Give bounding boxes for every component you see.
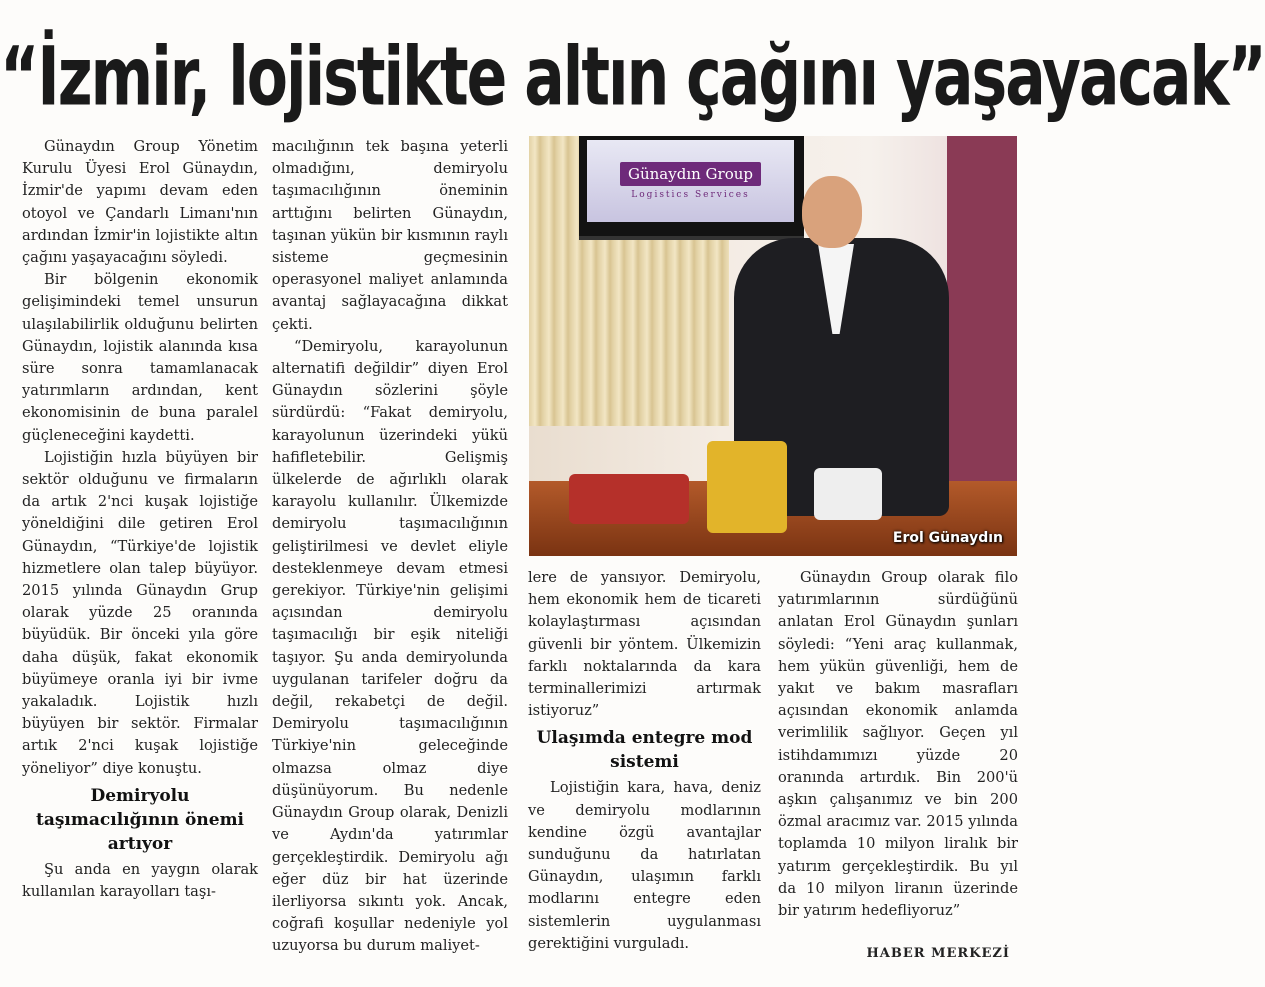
head — [802, 176, 862, 248]
paragraph: Günaydın Group olarak filo yatırımlarının sürdüğünü anlatan Erol Günaydın şunları söyledi: “Yeni araç kullanmak, hem yükün güvenliği, hem de yakıt ve bakım masrafları açısından ekonomik anlamda verimlilik sağlıyor. Geçen yıl istihdamımızı yüzde 20 oranında artırdık. Bin 200'ü aşkın çalışanımız ve bin 200 özmal aracımız var. 2015 yılında toplamda 10 milyon liralık bir yatırım gerçekleştirdik. Bu yıl da 10 milyon liranın üzerinde bir yatırım hedefliyoruz” — [778, 569, 1018, 920]
subheading: Demiryolu taşımacılığının önemi artıyor — [35, 785, 245, 854]
paragraph: lere de yansıyor. Demiryolu, hem ekonomik hem de ticareti kolaylaştırması açısından güvenli bir yöntem. Ülkemizin farklı noktalarında da kara terminallerimizi artırmak istiyoruz” — [528, 569, 761, 720]
article-column-1 — [22, 136, 258, 903]
subheading: Ulaşımda entegre mod sistemi — [536, 728, 753, 773]
article-photo — [529, 136, 1017, 556]
paragraph: “Demiryolu, karayolunun alternatifi değildir” diyen Erol Günaydın sözlerini şöyle sürdürdü: “Fakat demiryolu, karayolunun üzerindeki yükü hafifletebilir. Gelişmiş ülkelerde de ağırlıklı olarak karayolu kullanılır. Ülkemizde demiryolu taşımacılığının geliştirilmesi ve devlet eliyle desteklenmeye devam etmesi gerekiyor. Türkiye'nin gelişimi açısından demiryolu taşımacılığı bir eşik niteliği taşıyor. Şu anda demiryolunda uygulanan tarifeler doğru da değil, rekabetçi de değil. Demiryolu taşımacılığının Türkiye'nin geleceğinde olmazsa olmaz diye düşünüyorum. Bu nedenle Günaydın Group olarak, Denizli ve Aydın'da yatırımlar gerçekleştirdik. Demiryolu ağı eğer düz bir hat üzerinde ilerliyorsa sıkıntı yok. Ancak, coğrafi koşullar nedeniyle yol uzuyorsa bu durum maliyet- — [272, 337, 508, 955]
paragraph: macılığının tek başına yeterli olmadığını, demiryolu taşımacılığının öneminin arttığını belirten Günaydın, taşınan yükün bir kısmının raylı sisteme geçmesinin operasyonel maliyet anlamında avantaj sağlayacağına dikkat çekti. — [272, 138, 508, 333]
paragraph: Bir bölgenin ekonomik gelişimindeki temel unsurun ulaşılabilirlik olduğunu belirten Günaydın, lojistik alanında kısa süre sonra tamamlanacak yatırımların ardından, kent ekonomisinin de buna paralel güçleneceğini kaydetti. — [22, 271, 258, 444]
paragraph: Şu anda en yaygın olarak kullanılan karayolları taşı- — [22, 860, 258, 901]
photo-caption: Erol Günaydın — [892, 530, 1003, 546]
byline: HABER MERKEZİ — [866, 946, 1010, 961]
paragraph: Lojistiğin kara, hava, deniz ve demiryolu modlarının kendine özgü avantajlar sunduğunu da hatırlatan Günaydın, ulaşımın farklı modlarını entegre eden sistemlerin uygulanması gerektiğini vurguladı. — [528, 779, 761, 952]
company-logo: Günaydın Group — [620, 162, 761, 186]
company-subtitle: Logistics Services — [631, 190, 750, 200]
paragraph: Günaydın Group Yönetim Kurulu Üyesi Erol Günaydın, İzmir'de yapımı devam eden otoyol ve Çandarlı Limanı'nın ardından İzmir'in lojistikte altın çağını yaşayacağını söyledi. — [22, 138, 258, 267]
toy-car-white — [814, 468, 882, 520]
toy-bus-yellow — [707, 441, 787, 533]
toy-truck-red — [569, 474, 689, 524]
article-column-4 — [778, 567, 1018, 922]
article-headline — [0, 22, 1265, 132]
paragraph: Lojistiğin hızla büyüyen bir sektör olduğunu ve firmaların da artık 2'nci kuşak lojistiğe yöneldiğini dile getiren Erol Günaydın, “Türkiye'de lojistik hizmetlere olan talep büyüyor. 2015 yılında Günaydın Grup olarak yüzde 25 oranında büyüdük. Bir önceki yıla göre daha düşük, fakat ekonomik büyümeye oranla iyi bir ivme yakaladık. Lojistik hızlı büyüyen bir sektör. Firmalar artık 2'nci kuşak lojistiğe yöneliyor” diye konuştu. — [22, 448, 258, 777]
headline-text: “İzmir, lojistikte altın çağını yaşayacak” — [0, 30, 1265, 125]
article-column-2 — [272, 136, 508, 958]
article-column-3 — [528, 567, 761, 955]
